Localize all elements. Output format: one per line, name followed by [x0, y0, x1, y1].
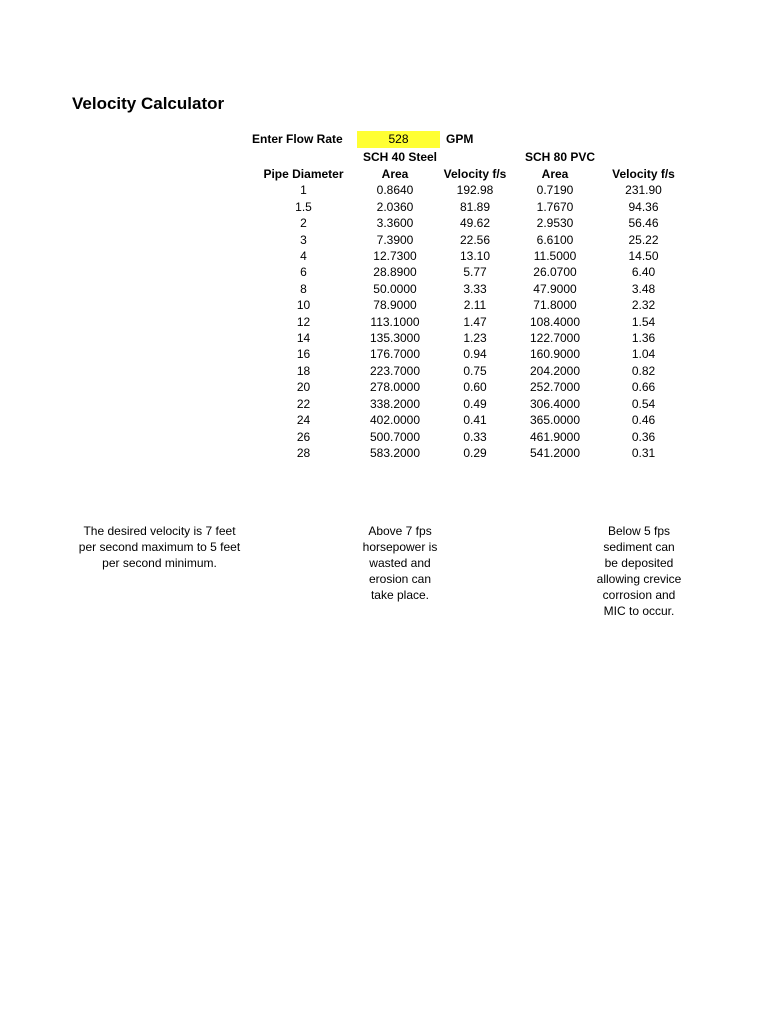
steel-area-cell: 12.7300: [373, 249, 417, 264]
table-row: [252, 215, 692, 231]
steel-velocity-cell: 22.56: [459, 232, 491, 247]
pvc-velocity-cell: 56.46: [628, 216, 659, 231]
pvc-area-cell: 26.0700: [533, 265, 577, 280]
steel-velocity-cell: 81.89: [459, 199, 491, 214]
steel-area-cell: 223.7000: [369, 363, 421, 378]
steel-velocity-cell: 1.23: [463, 331, 487, 346]
steel-area-cell: 28.8900: [373, 265, 417, 280]
pipe-diameter-cell: 12: [296, 314, 311, 329]
table-row: [252, 346, 692, 362]
steel-velocity-cell: 0.49: [463, 396, 487, 411]
pvc-area-cell: 541.2000: [529, 445, 581, 460]
table-row: [252, 199, 692, 215]
steel-area-cell: 7.3900: [376, 232, 414, 247]
note-line: Below 5 fps: [607, 524, 671, 538]
header-pvc-area: Area: [541, 167, 569, 181]
note-line: The desired velocity is 7 feet: [83, 524, 236, 538]
pvc-velocity-cell: 1.54: [631, 314, 656, 329]
sch40-steel-header: SCH 40 Steel: [362, 150, 438, 164]
pvc-area-cell: 1.7670: [536, 199, 574, 214]
note-line: sediment can: [603, 540, 675, 554]
note-line: take place.: [370, 588, 430, 602]
pipe-diameter-cell: 2: [300, 216, 307, 231]
pipe-diameter-cell: 4: [300, 249, 307, 264]
steel-area-cell: 0.8640: [376, 183, 414, 198]
table-row: [252, 379, 692, 395]
pipe-velocity-table: [252, 166, 692, 461]
pvc-area-cell: 122.7000: [529, 331, 581, 346]
note-line: wasted and: [369, 556, 431, 570]
steel-area-cell: 50.0000: [373, 281, 417, 296]
header-pvc-velocity: Velocity f/s: [612, 167, 675, 181]
pvc-area-cell: 306.4000: [529, 396, 581, 411]
steel-velocity-cell: 0.29: [463, 445, 487, 460]
steel-area-cell: 2.0360: [376, 199, 414, 214]
steel-area-cell: 402.0000: [369, 413, 421, 428]
pipe-diameter-cell: 8: [300, 281, 307, 296]
table-row: [252, 297, 692, 313]
pvc-area-cell: 365.0000: [529, 413, 581, 428]
note-line: MIC to occur.: [603, 604, 675, 618]
pvc-area-cell: 204.2000: [529, 363, 581, 378]
steel-area-cell: 278.0000: [369, 380, 421, 395]
note-line: allowing crevice: [596, 572, 682, 586]
table-row: [252, 182, 692, 198]
steel-velocity-cell: 2.11: [463, 298, 487, 313]
pvc-area-cell: 0.7190: [536, 183, 574, 198]
pvc-area-cell: 71.8000: [533, 298, 577, 313]
steel-area-cell: 113.1000: [370, 314, 420, 329]
pipe-diameter-cell: 26: [296, 429, 311, 444]
pvc-area-cell: 6.6100: [536, 232, 574, 247]
steel-velocity-cell: 5.77: [463, 265, 487, 280]
pvc-velocity-cell: 6.40: [631, 265, 656, 280]
pvc-velocity-cell: 0.54: [631, 396, 656, 411]
table-row: [252, 412, 692, 428]
pvc-velocity-cell: 14.50: [628, 249, 659, 264]
steel-velocity-cell: 0.94: [463, 347, 487, 362]
note-line: per second minimum.: [102, 556, 217, 570]
pvc-velocity-cell: 25.22: [628, 232, 659, 247]
table-row: [252, 281, 692, 297]
below-velocity-note: [584, 523, 694, 619]
pipe-diameter-cell: 14: [296, 331, 311, 346]
pipe-diameter-cell: 6: [300, 265, 307, 280]
steel-area-cell: 3.3600: [376, 216, 414, 231]
pvc-area-cell: 160.9000: [529, 347, 581, 362]
pvc-area-cell: 252.7000: [529, 380, 581, 395]
header-steel-area: Area: [381, 167, 409, 181]
steel-area-cell: 78.9000: [373, 298, 417, 313]
pvc-velocity-cell: 0.31: [631, 445, 656, 460]
pipe-diameter-cell: 16: [296, 347, 311, 362]
note-line: be deposited: [604, 556, 674, 570]
steel-velocity-cell: 1.47: [463, 314, 487, 329]
pipe-diameter-cell: 3: [300, 232, 307, 247]
flow-rate-input[interactable]: 528: [357, 131, 440, 148]
header-pipe-diameter: Pipe Diameter: [263, 167, 344, 181]
steel-velocity-cell: 3.33: [463, 281, 487, 296]
table-row: [252, 264, 692, 280]
steel-area-cell: 176.7000: [369, 347, 421, 362]
table-row: [252, 314, 692, 330]
flow-rate-unit: GPM: [446, 132, 474, 146]
pvc-velocity-cell: 94.36: [628, 199, 659, 214]
table-row: [252, 248, 692, 264]
pipe-diameter-cell: 1: [300, 183, 307, 198]
pvc-velocity-cell: 1.04: [631, 347, 656, 362]
pvc-area-cell: 2.9530: [536, 216, 574, 231]
note-line: Above 7 fps: [368, 524, 432, 538]
note-line: erosion can: [368, 572, 432, 586]
steel-area-cell: 135.3000: [369, 331, 421, 346]
table-row: [252, 363, 692, 379]
desired-velocity-note: [62, 523, 257, 571]
pvc-velocity-cell: 0.46: [631, 413, 656, 428]
pipe-diameter-cell: 24: [296, 413, 311, 428]
pipe-diameter-cell: 18: [296, 363, 311, 378]
pvc-area-cell: 108.4000: [529, 314, 581, 329]
steel-velocity-cell: 0.33: [463, 429, 487, 444]
pvc-area-cell: 461.9000: [529, 429, 581, 444]
pvc-area-cell: 11.5000: [533, 249, 577, 264]
pipe-diameter-cell: 20: [296, 380, 311, 395]
pvc-velocity-cell: 231.90: [625, 183, 662, 198]
pvc-velocity-cell: 0.36: [631, 429, 656, 444]
pvc-velocity-cell: 0.82: [631, 363, 656, 378]
pvc-velocity-cell: 1.36: [631, 331, 656, 346]
steel-area-cell: 338.2000: [369, 396, 421, 411]
flow-rate-label: Enter Flow Rate: [252, 132, 343, 146]
table-row: [252, 232, 692, 248]
pvc-velocity-cell: 2.32: [631, 298, 656, 313]
note-line: horsepower is: [362, 540, 438, 554]
steel-area-cell: 500.7000: [369, 429, 421, 444]
table-row: [252, 429, 692, 445]
steel-velocity-cell: 0.41: [463, 413, 487, 428]
pipe-diameter-cell: 10: [296, 298, 311, 313]
header-steel-velocity: Velocity f/s: [443, 167, 507, 181]
table-row: [252, 396, 692, 412]
pipe-diameter-cell: 28: [296, 445, 311, 460]
pvc-velocity-cell: 3.48: [631, 281, 656, 296]
steel-velocity-cell: 0.60: [463, 380, 487, 395]
page-title: Velocity Calculator: [72, 94, 225, 113]
note-line: per second maximum to 5 feet: [78, 540, 241, 554]
pipe-diameter-cell: 22: [296, 396, 311, 411]
pvc-velocity-cell: 0.66: [631, 380, 656, 395]
table-row: [252, 445, 692, 461]
steel-area-cell: 583.2000: [369, 445, 421, 460]
steel-velocity-cell: 49.62: [459, 216, 491, 231]
note-line: corrosion and: [602, 588, 676, 602]
steel-velocity-cell: 13.10: [459, 249, 491, 264]
table-header-row: [252, 166, 692, 182]
pipe-diameter-cell: 1.5: [295, 199, 312, 214]
table-row: [252, 330, 692, 346]
pvc-area-cell: 47.9000: [533, 281, 577, 296]
above-velocity-note: [350, 523, 450, 603]
sch80-pvc-header: SCH 80 PVC: [524, 150, 596, 164]
steel-velocity-cell: 192.98: [456, 183, 494, 198]
steel-velocity-cell: 0.75: [463, 363, 487, 378]
